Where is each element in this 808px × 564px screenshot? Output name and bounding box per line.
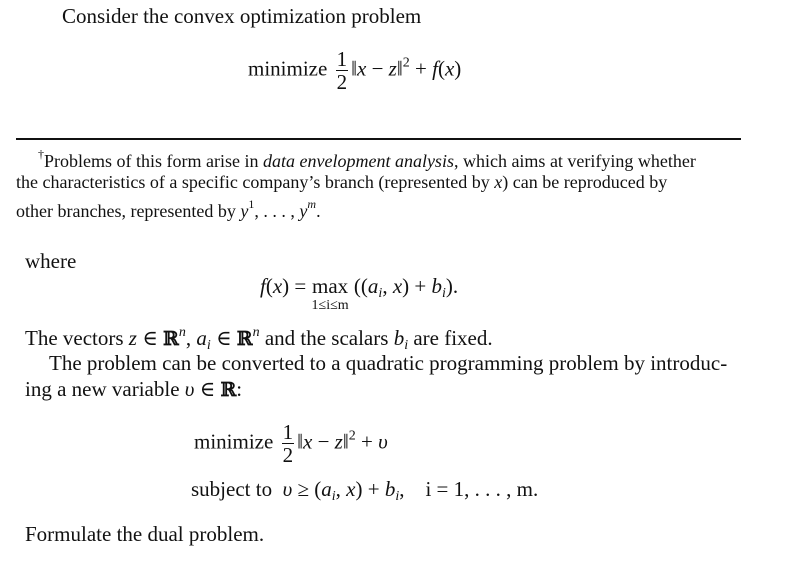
equation-problem2-constraint: subject to $\upsilon \ge (a_i$, $x) + b_i$, i = 1, . . . , m. [191, 477, 539, 504]
equation-problem1: minimize $\frac{1}{2}$ ‖x − z‖$^2$ + f(x) [248, 47, 462, 94]
footnote-rule [16, 138, 741, 140]
footnote-emphasis: data envelopment analysis [262, 151, 454, 171]
index-range: i = 1, . . . , m. [425, 477, 539, 501]
fraction-one-half-2: $\frac{1}{2}$ [282, 420, 294, 467]
convert-line-1: The problem can be converted to a quadratic programming problem by introduc- [49, 351, 728, 375]
convert-line-2: ing a new variable υ ∈ ℝ: [25, 377, 243, 401]
final-instruction: Formulate the dual problem. [25, 522, 265, 546]
minimize-keyword-2: minimize [194, 429, 274, 454]
minimize-keyword: minimize [248, 56, 328, 81]
intro-text: Consider the convex optimization problem [62, 4, 422, 28]
equation-fdef: f(x) = max 1≤i≤m (($a_i$, $x) + b_i$). [260, 274, 459, 313]
fraction-one-half: $\frac{1}{2}$ [336, 47, 348, 94]
max-operator: max 1≤i≤m [311, 274, 349, 313]
footnote-line-3: other branches, represented by $y^1$, . . . , $y^m$. [16, 197, 321, 221]
dagger-mark: † [38, 147, 44, 161]
where-text: where [25, 249, 77, 273]
vectors-sentence: The vectors z ∈ ℝ$^n$, $a_i$ ∈ ℝ$^n$ and the scalars $b_i$ are fixed. [25, 325, 493, 353]
equation-problem2-objective: minimize $\frac{1}{2}$ ‖x − z‖$^2$ + υ [194, 420, 388, 467]
subject-to-keyword: subject to [191, 477, 273, 501]
footnote-line-2: the characteristics of a specific company’s branch (represented by x) can be reproduced by [16, 172, 668, 192]
footnote-line-1: †Problems of this form arise in data envelopment analysis, which aims at verifying whether [38, 147, 696, 171]
